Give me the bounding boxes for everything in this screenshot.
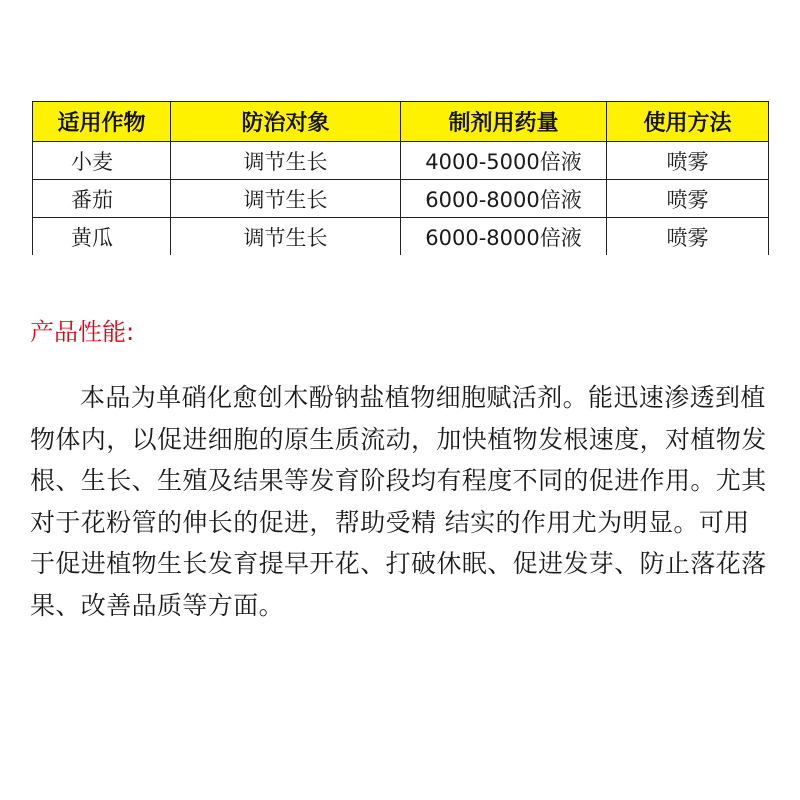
cell-method: 喷雾 <box>607 142 769 180</box>
cell-dosage: 6000-8000倍液 <box>401 218 607 256</box>
cell-target: 调节生长 <box>171 218 401 256</box>
cell-crop: 小麦 <box>33 142 171 180</box>
cell-crop: 黄瓜 <box>33 218 171 256</box>
header-dosage: 制剂用药量 <box>401 102 607 142</box>
cell-crop: 番茄 <box>33 180 171 218</box>
header-target: 防治对象 <box>171 102 401 142</box>
cell-target: 调节生长 <box>171 180 401 218</box>
header-crop: 适用作物 <box>33 102 171 142</box>
table-row <box>33 180 769 218</box>
table-row <box>33 218 769 256</box>
table-header-row <box>33 102 769 142</box>
header-method: 使用方法 <box>607 102 769 142</box>
section-heading: 产品性能: <box>30 318 135 346</box>
table-row <box>33 142 769 180</box>
cell-dosage: 4000-5000倍液 <box>401 142 607 180</box>
cell-method: 喷雾 <box>607 180 769 218</box>
usage-table <box>32 101 769 255</box>
cell-method: 喷雾 <box>607 218 769 256</box>
cell-dosage: 6000-8000倍液 <box>401 180 607 218</box>
cell-target: 调节生长 <box>171 142 401 180</box>
product-description: 本品为单硝化愈创木酚钠盐植物细胞赋活剂。能迅速渗透到植物体内，以促进细胞的原生质流动，加快植物发根速度，对植物发根、生长、生殖及结果等发育阶段均有程度不同的促进作用。尤其对于花粉管的伸长的促进，帮助受精 结实的作用尤为明显。可用于促进植物生长发育提早开花、打破休眠、促进发芽、防止落花落果、改善品质等方面。 <box>30 383 767 620</box>
